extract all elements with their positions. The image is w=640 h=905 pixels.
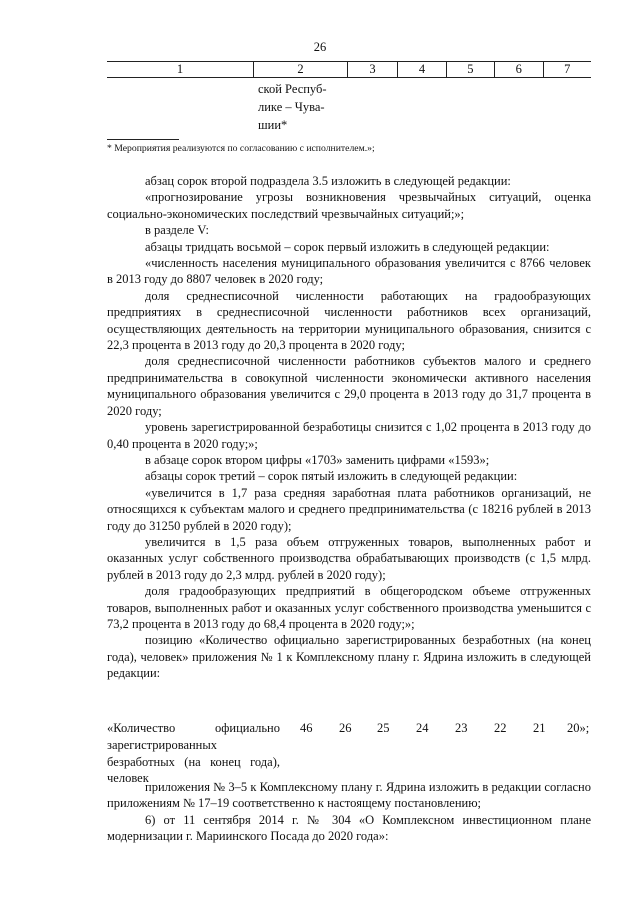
paragraph: в абзаце сорок втором цифры «1703» заменить цифрами «1593»; <box>145 452 490 467</box>
indicator-value: 26 <box>339 721 352 735</box>
indicator-value: 25 <box>377 721 390 735</box>
paragraph: доля среднесписочной численности работников субъектов малого и среднего предпринимательства в совокупной численности экономически активного населения муниципального образования увеличится с 29,0 процента в 2013 году до 31,7 процента в 2020 году; <box>107 354 591 418</box>
column-number-3: 3 <box>347 62 397 78</box>
continued-cell-text <box>258 80 350 134</box>
paragraph: в разделе V: <box>145 223 209 238</box>
paragraph: увеличится в 1,5 раза объем отгруженных товаров, выполненных работ и оказанных услуг собственного производства обрабатывающих производств (с 1,5 млрд. рублей в 2013 году до 2,3 млрд. рублей в 2020 году); <box>107 534 591 582</box>
paragraph: абзацы тридцать восьмой – сорок первый изложить в следующей редакции: <box>145 239 550 254</box>
column-number-7: 7 <box>543 62 591 78</box>
indicator-value: 24 <box>416 721 429 735</box>
paragraph: абзацы сорок третий – сорок пятый изложить в следующей редакции: <box>145 469 518 484</box>
column-number-6: 6 <box>495 62 543 78</box>
indicator-value: 22 <box>494 721 507 735</box>
paragraph: абзац сорок второй подраздела 3.5 изложить в следующей редакции: <box>145 174 511 188</box>
indicator-value: 23 <box>455 721 468 735</box>
column-number-5: 5 <box>446 62 494 78</box>
column-number-4: 4 <box>398 62 446 78</box>
paragraph: позицию «Количество официально зарегистрированных безработных (на конец года), человек» приложения № 1 к Комплексному плану г. Ядрина изложить в следующей редакции: <box>107 633 591 681</box>
document-body-continued <box>107 779 591 845</box>
paragraph: «численность населения муниципального образования увеличится с 8766 человек в 2013 году до 8807 человек в 2020 году; <box>107 256 591 287</box>
indicator-name: «Количество официально зарегистрированных безработных (на конец года), человек <box>107 721 280 786</box>
document-body <box>107 173 591 682</box>
paragraph: 6) от 11 сентября 2014 г. № 304 «О Комплексном инвестиционном плане модернизации г. Мариинского Посада до 2020 года»: <box>107 812 591 844</box>
continued-line: ской Респуб- <box>258 82 327 96</box>
paragraph: «увеличится в 1,7 раза средняя заработная плата работников организаций, не относящихся к субъектам малого и среднего предпринимательства (с 18216 рублей в 2013 году до 31250 рублей в 2020 году); <box>107 485 591 533</box>
continued-line: шии* <box>258 118 288 132</box>
paragraph: доля градообразующих предприятий в общегородском объеме отгруженных товаров, выполненных работ и оказанных услуг собственного производства уменьшится с 73,2 процента в 2013 году до 68,4 процента в 2020 году;»; <box>107 584 591 631</box>
indicator-value: 21 <box>533 721 546 735</box>
indicator-value: 20»; <box>567 721 590 735</box>
footnote-rule <box>107 139 179 140</box>
indicator-value: 46 <box>300 721 313 735</box>
paragraph: «прогнозирование угрозы возникновения чрезвычайных ситуаций, оценка социально-экономических последствий чрезвычайных ситуаций;»; <box>107 190 591 221</box>
table-header-row <box>107 61 591 78</box>
page-number: 26 <box>313 40 327 54</box>
column-number-2: 2 <box>254 62 348 78</box>
paragraph: приложения № 3–5 к Комплексному плану г. Ядрина изложить в редакции согласно приложениям № 17–19 соответственно к настоящему постановлению; <box>107 780 591 811</box>
paragraph: уровень зарегистрированной безработицы снизится с 1,02 процента в 2013 году до 0,40 процента в 2020 году;»; <box>107 420 591 451</box>
paragraph: доля среднесписочной численности работающих на градообразующих предприятиях в среднесписочной численности работников всех организаций, осуществляющих деятельность на территории муниципального образования, снизится с 22,3 процента в 2013 году до 20,3 процента в 2020 году; <box>107 288 591 353</box>
column-number-1: 1 <box>107 62 254 78</box>
footnote: * Мероприятия реализуются по согласованию с исполнителем.»; <box>107 143 375 154</box>
continued-line: лике – Чува- <box>258 100 325 114</box>
